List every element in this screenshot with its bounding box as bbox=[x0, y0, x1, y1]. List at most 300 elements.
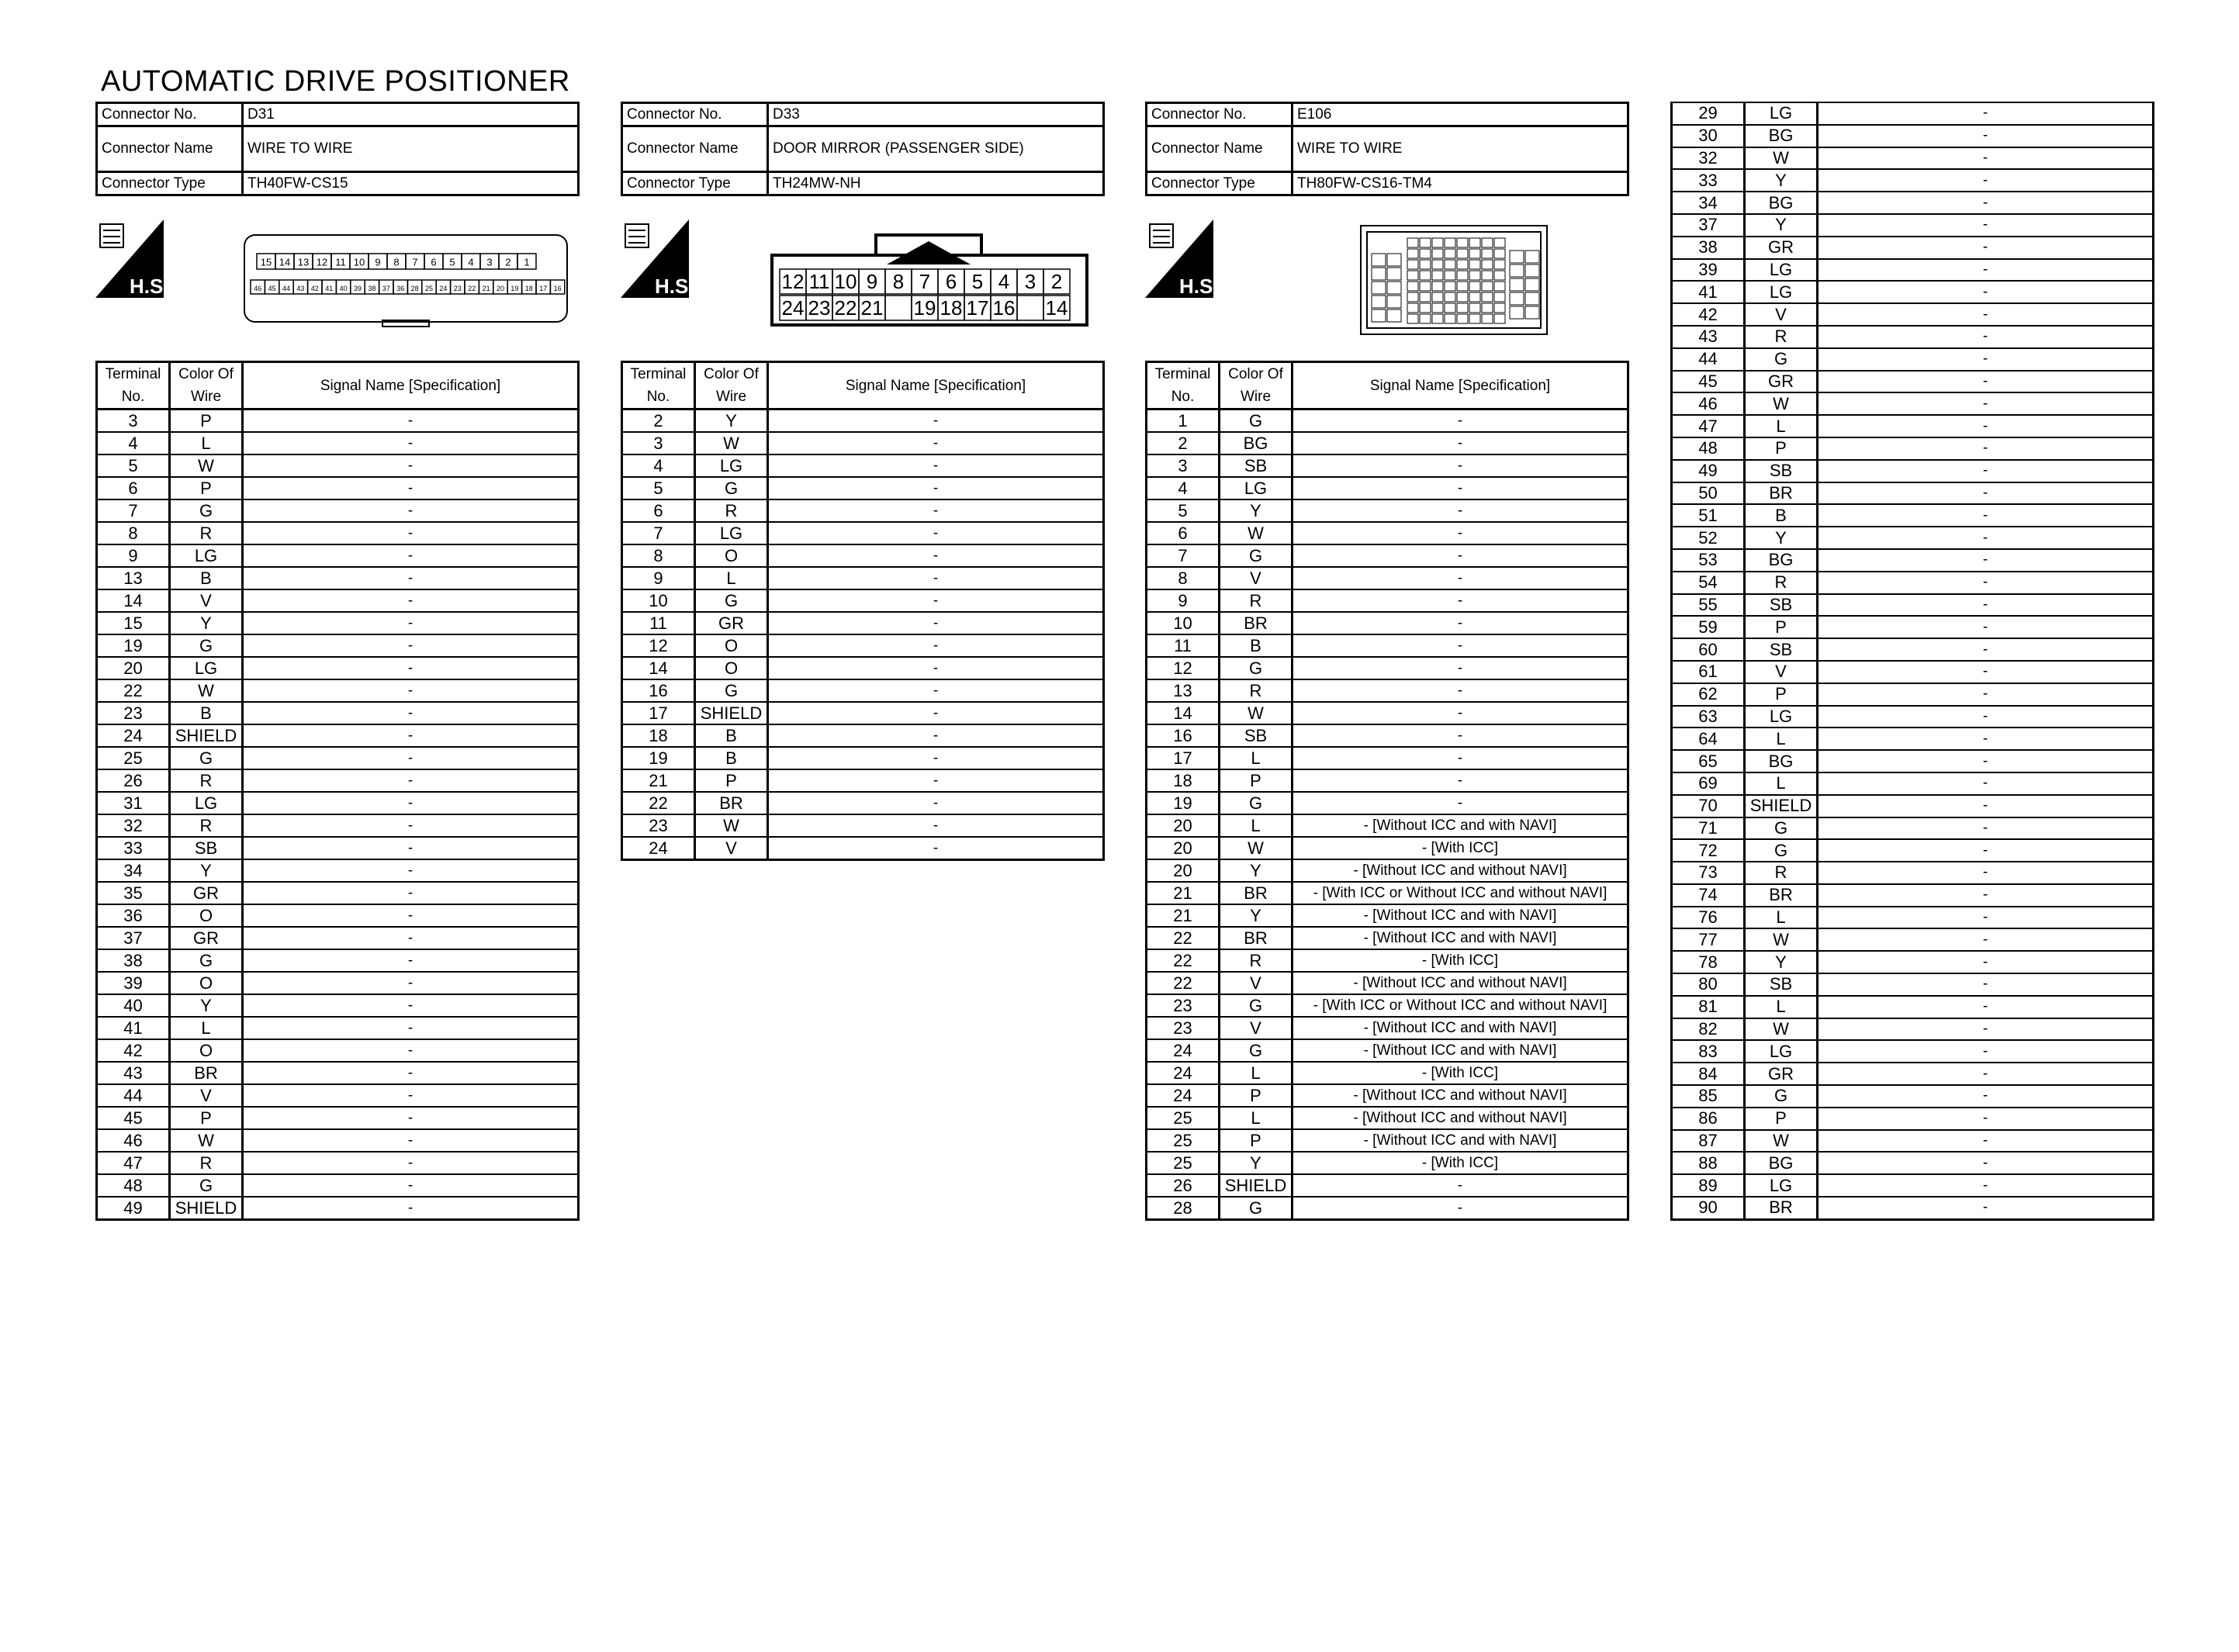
table-row bbox=[622, 814, 1104, 837]
terminal-cell: 36 bbox=[97, 904, 170, 927]
hs-harness-icon bbox=[95, 219, 169, 298]
wire-color-cell: LG bbox=[170, 544, 243, 567]
connector-cavity bbox=[1494, 271, 1505, 280]
terminal-cell: 4 bbox=[1147, 477, 1220, 499]
terminal-cell: 46 bbox=[97, 1129, 170, 1152]
terminal-cell: 33 bbox=[97, 837, 170, 859]
wire-color-cell: LG bbox=[1745, 281, 1818, 303]
table-row bbox=[1672, 996, 2154, 1018]
terminal-header: Terminal No. bbox=[97, 362, 170, 410]
table-row bbox=[1672, 706, 2154, 728]
terminal-cell: 7 bbox=[622, 522, 695, 544]
terminal-cell: 62 bbox=[1672, 683, 1745, 706]
connector-cavity bbox=[1407, 260, 1418, 269]
wire-color-cell: V bbox=[1745, 661, 1818, 683]
terminal-cell: 65 bbox=[1672, 750, 1745, 772]
connector-cavity bbox=[1457, 282, 1468, 291]
table-row bbox=[97, 634, 579, 657]
connector-cavity bbox=[1407, 249, 1418, 258]
signal-cell: - bbox=[243, 747, 579, 769]
table-row bbox=[97, 499, 579, 522]
signal-cell: - [With ICC] bbox=[1293, 837, 1628, 859]
signal-cell: - bbox=[1818, 460, 2154, 482]
connector-cavity bbox=[1420, 249, 1431, 258]
cavity-number: 9 bbox=[375, 256, 381, 268]
signal-cell: - bbox=[1818, 1152, 2154, 1174]
connector-diagram bbox=[621, 196, 1105, 361]
table-row bbox=[622, 589, 1104, 612]
signal-cell: - bbox=[1818, 1018, 2154, 1041]
wire-color-cell: V bbox=[695, 837, 768, 860]
connector-cavity bbox=[1387, 268, 1401, 280]
cavity-number: 23 bbox=[808, 295, 831, 320]
connector-cavity bbox=[1407, 271, 1418, 280]
signal-cell: - bbox=[243, 567, 579, 589]
signal-cell: - bbox=[1293, 544, 1628, 567]
signal-cell: - [Without ICC and with NAVI] bbox=[1293, 927, 1628, 949]
signal-cell: - bbox=[1818, 147, 2154, 170]
table-row bbox=[1672, 371, 2154, 393]
table-row bbox=[97, 454, 579, 477]
cavity-number: 22 bbox=[468, 285, 476, 293]
wire-color-cell: O bbox=[695, 544, 768, 567]
terminal-cell: 73 bbox=[1672, 862, 1745, 884]
connector-type-label: Connector Type bbox=[1147, 172, 1293, 195]
cavity-number: 41 bbox=[325, 285, 334, 293]
table-row bbox=[1147, 432, 1628, 454]
wire-color-cell: BR bbox=[1220, 927, 1293, 949]
wire-color-cell: G bbox=[170, 747, 243, 769]
table-row bbox=[1672, 594, 2154, 617]
table-row bbox=[622, 567, 1104, 589]
table-row bbox=[97, 1197, 579, 1220]
terminal-cell: 23 bbox=[1147, 1017, 1220, 1039]
wire-color-cell: W bbox=[170, 1129, 243, 1152]
connector-cavity bbox=[1420, 303, 1431, 313]
terminal-cell: 38 bbox=[97, 949, 170, 972]
terminal-cell: 40 bbox=[97, 994, 170, 1017]
terminal-cell: 34 bbox=[1672, 192, 1745, 214]
terminal-cell: 11 bbox=[622, 612, 695, 634]
signal-cell: - bbox=[1293, 477, 1628, 499]
terminal-cell: 4 bbox=[622, 454, 695, 477]
connector-face-e106 bbox=[1359, 219, 1549, 342]
connector-no-value: E106 bbox=[1293, 103, 1628, 126]
wire-color-cell: G bbox=[1745, 839, 1818, 862]
wire-color-cell: P bbox=[1745, 1108, 1818, 1130]
terminal-cell: 16 bbox=[622, 679, 695, 702]
connector-cavity bbox=[1445, 260, 1455, 269]
signal-cell: - [Without ICC and without NAVI] bbox=[1293, 1107, 1628, 1129]
terminal-cell: 37 bbox=[1672, 214, 1745, 237]
cavity-number: 19 bbox=[913, 295, 936, 320]
terminal-cell: 70 bbox=[1672, 795, 1745, 817]
color-header: Color Of Wire bbox=[695, 362, 768, 410]
signal-cell: - bbox=[1818, 437, 2154, 460]
wire-color-cell: R bbox=[1220, 949, 1293, 972]
cavity-number: 23 bbox=[453, 285, 462, 293]
signal-cell: - bbox=[1818, 638, 2154, 661]
connector-cavity bbox=[1494, 282, 1505, 291]
terminal-cell: 64 bbox=[1672, 728, 1745, 750]
wire-color-cell: Y bbox=[1745, 214, 1818, 237]
terminal-cell: 9 bbox=[97, 544, 170, 567]
signal-cell: - bbox=[1818, 371, 2154, 393]
signal-cell: - bbox=[243, 814, 579, 837]
wire-color-cell: R bbox=[170, 1152, 243, 1174]
wire-color-cell: SHIELD bbox=[1220, 1174, 1293, 1197]
terminal-cell: 19 bbox=[1147, 792, 1220, 814]
table-row bbox=[97, 904, 579, 927]
connector-cavity bbox=[1469, 249, 1480, 258]
terminal-cell: 89 bbox=[1672, 1174, 1745, 1197]
terminal-cell: 3 bbox=[622, 432, 695, 454]
terminal-cell: 85 bbox=[1672, 1085, 1745, 1108]
table-row bbox=[1147, 859, 1628, 882]
signal-cell: - bbox=[768, 724, 1104, 747]
wire-color-cell: W bbox=[1220, 837, 1293, 859]
terminal-cell: 12 bbox=[1147, 657, 1220, 679]
cavity-number: 21 bbox=[482, 285, 490, 293]
connector-cavity bbox=[1407, 238, 1418, 247]
signal-cell: - bbox=[243, 410, 579, 433]
terminal-cell: 2 bbox=[1147, 432, 1220, 454]
connector-cavity bbox=[1482, 292, 1493, 302]
table-row bbox=[1672, 348, 2154, 371]
terminal-cell: 47 bbox=[97, 1152, 170, 1174]
table-row bbox=[97, 792, 579, 814]
terminal-cell: 22 bbox=[1147, 972, 1220, 994]
table-row bbox=[1147, 499, 1628, 522]
table-row bbox=[622, 769, 1104, 792]
wire-color-cell: Y bbox=[1220, 1152, 1293, 1174]
cavity-number: 22 bbox=[834, 295, 857, 320]
terminal-cell: 32 bbox=[97, 814, 170, 837]
wire-color-cell: B bbox=[170, 567, 243, 589]
cavity-number: 24 bbox=[781, 295, 805, 320]
cavity-number: 4 bbox=[468, 256, 474, 268]
table-row bbox=[1147, 769, 1628, 792]
terminal-header: Terminal No. bbox=[622, 362, 695, 410]
cavity-number: 17 bbox=[539, 285, 548, 293]
connector-cavity bbox=[1482, 260, 1493, 269]
signal-cell: - bbox=[1293, 724, 1628, 747]
connector-name-value: WIRE TO WIRE bbox=[243, 126, 579, 172]
connector-cavity bbox=[1445, 303, 1455, 313]
connector-cavity bbox=[1457, 271, 1468, 280]
table-row bbox=[97, 657, 579, 679]
wire-color-cell: SB bbox=[1745, 973, 1818, 996]
connector-cavity bbox=[1494, 292, 1505, 302]
table-row bbox=[97, 972, 579, 994]
table-row bbox=[1672, 572, 2154, 594]
color-header: Color Of Wire bbox=[170, 362, 243, 410]
connector-header bbox=[95, 102, 580, 196]
wire-color-cell: G bbox=[695, 589, 768, 612]
connector-d31 bbox=[95, 102, 580, 1221]
cavity-number: 8 bbox=[393, 256, 400, 268]
wire-color-cell: BR bbox=[1745, 482, 1818, 505]
cavity-number: 12 bbox=[781, 269, 805, 293]
signal-cell: - bbox=[1818, 1108, 2154, 1130]
connector-face-d33 bbox=[770, 226, 1088, 327]
cavity-number: 17 bbox=[966, 295, 989, 320]
wire-color-cell: P bbox=[1220, 769, 1293, 792]
terminal-cell: 10 bbox=[622, 589, 695, 612]
connector-header bbox=[1145, 102, 1629, 196]
table-row bbox=[1147, 1084, 1628, 1107]
table-row bbox=[1672, 259, 2154, 282]
table-row bbox=[97, 1129, 579, 1152]
wire-color-cell: LG bbox=[1745, 706, 1818, 728]
connector-d33 bbox=[621, 102, 1105, 861]
table-row bbox=[1672, 907, 2154, 929]
signal-cell: - bbox=[1818, 504, 2154, 527]
wire-color-cell: Y bbox=[1745, 169, 1818, 192]
cavity-number: 2 bbox=[505, 256, 511, 268]
terminal-cell: 23 bbox=[622, 814, 695, 837]
table-row bbox=[622, 432, 1104, 454]
table-row bbox=[622, 747, 1104, 769]
wire-color-cell: SB bbox=[1745, 460, 1818, 482]
terminal-cell: 8 bbox=[97, 522, 170, 544]
cavity-number: 5 bbox=[971, 269, 984, 293]
terminal-cell: 61 bbox=[1672, 661, 1745, 683]
cavity-number: 4 bbox=[998, 269, 1010, 293]
terminal-cell: 21 bbox=[1147, 904, 1220, 927]
table-row bbox=[622, 657, 1104, 679]
wire-color-cell: O bbox=[695, 634, 768, 657]
terminal-cell: 30 bbox=[1672, 125, 1745, 147]
signal-cell: - bbox=[243, 792, 579, 814]
wire-color-cell: W bbox=[695, 814, 768, 837]
cavity-number: 18 bbox=[940, 295, 963, 320]
table-row bbox=[1147, 904, 1628, 927]
connector-cavity bbox=[1494, 249, 1505, 258]
hs-harness-icon bbox=[621, 219, 694, 298]
terminal-cell: 5 bbox=[1147, 499, 1220, 522]
signal-cell: - bbox=[768, 769, 1104, 792]
signal-cell: - bbox=[768, 792, 1104, 814]
signal-cell: - bbox=[1818, 683, 2154, 706]
terminal-cell: 5 bbox=[622, 477, 695, 499]
cavity-number: 3 bbox=[486, 256, 493, 268]
cavity-number: 14 bbox=[1045, 295, 1068, 320]
pin-table bbox=[1145, 361, 1629, 1221]
table-row bbox=[97, 1174, 579, 1197]
cavity-number: 11 bbox=[335, 256, 346, 268]
connector-diagram bbox=[1145, 196, 1629, 361]
signal-cell: - [Without ICC and with NAVI] bbox=[1293, 1039, 1628, 1062]
connector-cavity bbox=[1457, 260, 1468, 269]
terminal-cell: 2 bbox=[622, 410, 695, 433]
wire-color-cell: P bbox=[170, 1107, 243, 1129]
table-row bbox=[1672, 303, 2154, 326]
table-row bbox=[97, 589, 579, 612]
cavity-number: 36 bbox=[396, 285, 405, 293]
connector-cavity bbox=[1387, 282, 1401, 294]
wire-color-cell: G bbox=[1220, 544, 1293, 567]
signal-header: Signal Name [Specification] bbox=[243, 362, 579, 410]
terminal-cell: 22 bbox=[97, 679, 170, 702]
connector-cavity bbox=[1469, 314, 1480, 323]
connector-cavity bbox=[1420, 238, 1431, 247]
cavity-number: 1 bbox=[524, 256, 530, 268]
cavity-number: 10 bbox=[834, 269, 857, 293]
table-row bbox=[1672, 415, 2154, 437]
signal-cell: - bbox=[1293, 522, 1628, 544]
wire-color-cell: G bbox=[695, 679, 768, 702]
connector-cavity bbox=[1432, 292, 1443, 302]
signal-cell: - bbox=[1818, 1174, 2154, 1197]
table-row bbox=[1672, 169, 2154, 192]
wire-color-cell: BG bbox=[1745, 549, 1818, 572]
wire-color-cell: G bbox=[170, 634, 243, 657]
terminal-cell: 21 bbox=[1147, 882, 1220, 904]
table-row bbox=[622, 544, 1104, 567]
signal-cell: - bbox=[1293, 769, 1628, 792]
terminal-cell: 84 bbox=[1672, 1063, 1745, 1085]
table-row bbox=[1147, 1152, 1628, 1174]
wire-color-cell: W bbox=[1745, 147, 1818, 170]
table-row bbox=[1672, 326, 2154, 348]
terminal-cell: 48 bbox=[97, 1174, 170, 1197]
wire-color-cell: L bbox=[1220, 1062, 1293, 1084]
terminal-cell: 19 bbox=[622, 747, 695, 769]
wire-color-cell: BG bbox=[1745, 192, 1818, 214]
signal-cell: - bbox=[1293, 432, 1628, 454]
signal-cell: - bbox=[243, 1152, 579, 1174]
cavity-number: 45 bbox=[268, 285, 276, 293]
wire-color-cell: P bbox=[695, 769, 768, 792]
terminal-cell: 18 bbox=[622, 724, 695, 747]
terminal-cell: 17 bbox=[622, 702, 695, 724]
table-row bbox=[622, 410, 1104, 433]
terminal-cell: 22 bbox=[622, 792, 695, 814]
wire-color-cell: BR bbox=[1220, 882, 1293, 904]
hs-badge-label: H.S. bbox=[1179, 275, 1219, 298]
connector-cavity bbox=[1457, 314, 1468, 323]
terminal-cell: 87 bbox=[1672, 1130, 1745, 1153]
page-title: AUTOMATIC DRIVE POSITIONER bbox=[101, 65, 570, 98]
table-row bbox=[97, 612, 579, 634]
signal-cell: - bbox=[768, 747, 1104, 769]
wire-color-cell: Y bbox=[170, 994, 243, 1017]
wire-color-cell: W bbox=[1220, 522, 1293, 544]
terminal-cell: 50 bbox=[1672, 482, 1745, 505]
connector-cavity bbox=[1420, 271, 1431, 280]
signal-cell: - bbox=[1818, 862, 2154, 884]
signal-cell: - bbox=[243, 859, 579, 882]
signal-cell: - bbox=[1818, 169, 2154, 192]
wire-color-cell: GR bbox=[1745, 237, 1818, 259]
wire-color-cell: P bbox=[170, 410, 243, 433]
table-row bbox=[1672, 817, 2154, 840]
wire-color-cell: G bbox=[1745, 348, 1818, 371]
connector-cavity bbox=[1482, 238, 1493, 247]
table-row bbox=[1672, 795, 2154, 817]
wire-color-cell: Y bbox=[1745, 951, 1818, 973]
signal-cell: - bbox=[243, 837, 579, 859]
table-row bbox=[1147, 1197, 1628, 1220]
table-row bbox=[1672, 237, 2154, 259]
table-row bbox=[1672, 1040, 2154, 1063]
wire-color-cell: W bbox=[1220, 702, 1293, 724]
table-row bbox=[622, 702, 1104, 724]
wire-color-cell: P bbox=[1745, 616, 1818, 638]
signal-cell: - bbox=[243, 454, 579, 477]
terminal-cell: 82 bbox=[1672, 1018, 1745, 1041]
connector-cavity bbox=[1457, 303, 1468, 313]
signal-cell: - bbox=[1818, 259, 2154, 282]
connector-e106 bbox=[1145, 102, 1629, 1221]
signal-cell: - bbox=[768, 612, 1104, 634]
wire-color-cell: LG bbox=[170, 657, 243, 679]
connector-cavity bbox=[1525, 292, 1539, 305]
cavity-number: 20 bbox=[496, 285, 505, 293]
terminal-cell: 20 bbox=[1147, 837, 1220, 859]
wire-color-cell: P bbox=[1745, 683, 1818, 706]
table-row bbox=[1147, 949, 1628, 972]
connector-cavity bbox=[1372, 254, 1386, 266]
terminal-cell: 20 bbox=[97, 657, 170, 679]
table-row bbox=[97, 410, 579, 433]
wire-color-cell: G bbox=[1220, 657, 1293, 679]
terminal-cell: 44 bbox=[1672, 348, 1745, 371]
signal-cell: - bbox=[243, 432, 579, 454]
wire-color-cell: BR bbox=[1220, 612, 1293, 634]
connector-cavity bbox=[1469, 260, 1480, 269]
wire-color-cell: O bbox=[695, 657, 768, 679]
wire-color-cell: LG bbox=[1745, 1040, 1818, 1063]
wire-color-cell: B bbox=[1220, 634, 1293, 657]
table-row bbox=[1672, 527, 2154, 549]
terminal-cell: 6 bbox=[1147, 522, 1220, 544]
table-row bbox=[1672, 147, 2154, 170]
cavity-number: 7 bbox=[919, 269, 931, 293]
wire-color-cell: LG bbox=[1745, 1174, 1818, 1197]
wire-color-cell: Y bbox=[170, 612, 243, 634]
terminal-cell: 24 bbox=[1147, 1062, 1220, 1084]
table-row bbox=[1147, 837, 1628, 859]
terminal-cell: 43 bbox=[97, 1062, 170, 1084]
cavity-number: 6 bbox=[431, 256, 437, 268]
table-row bbox=[1672, 1108, 2154, 1130]
table-row bbox=[1672, 1018, 2154, 1041]
table-row bbox=[1147, 477, 1628, 499]
table-row bbox=[1147, 544, 1628, 567]
cavity-number: 43 bbox=[296, 285, 305, 293]
signal-cell: - bbox=[768, 499, 1104, 522]
wire-color-cell: GR bbox=[170, 927, 243, 949]
signal-cell: - bbox=[1818, 928, 2154, 951]
wire-color-cell: L bbox=[170, 432, 243, 454]
terminal-cell: 17 bbox=[1147, 747, 1220, 769]
wire-color-cell: LG bbox=[1220, 477, 1293, 499]
signal-cell: - bbox=[243, 612, 579, 634]
wire-color-cell: V bbox=[1220, 567, 1293, 589]
wire-color-cell: O bbox=[170, 972, 243, 994]
table-row bbox=[622, 634, 1104, 657]
terminal-cell: 41 bbox=[1672, 281, 1745, 303]
connector-name-label: Connector Name bbox=[622, 126, 768, 172]
table-row bbox=[1672, 1085, 2154, 1108]
table-row bbox=[1672, 750, 2154, 772]
table-row bbox=[1672, 125, 2154, 147]
terminal-cell: 23 bbox=[1147, 994, 1220, 1017]
table-row bbox=[1147, 1129, 1628, 1152]
terminal-cell: 80 bbox=[1672, 973, 1745, 996]
